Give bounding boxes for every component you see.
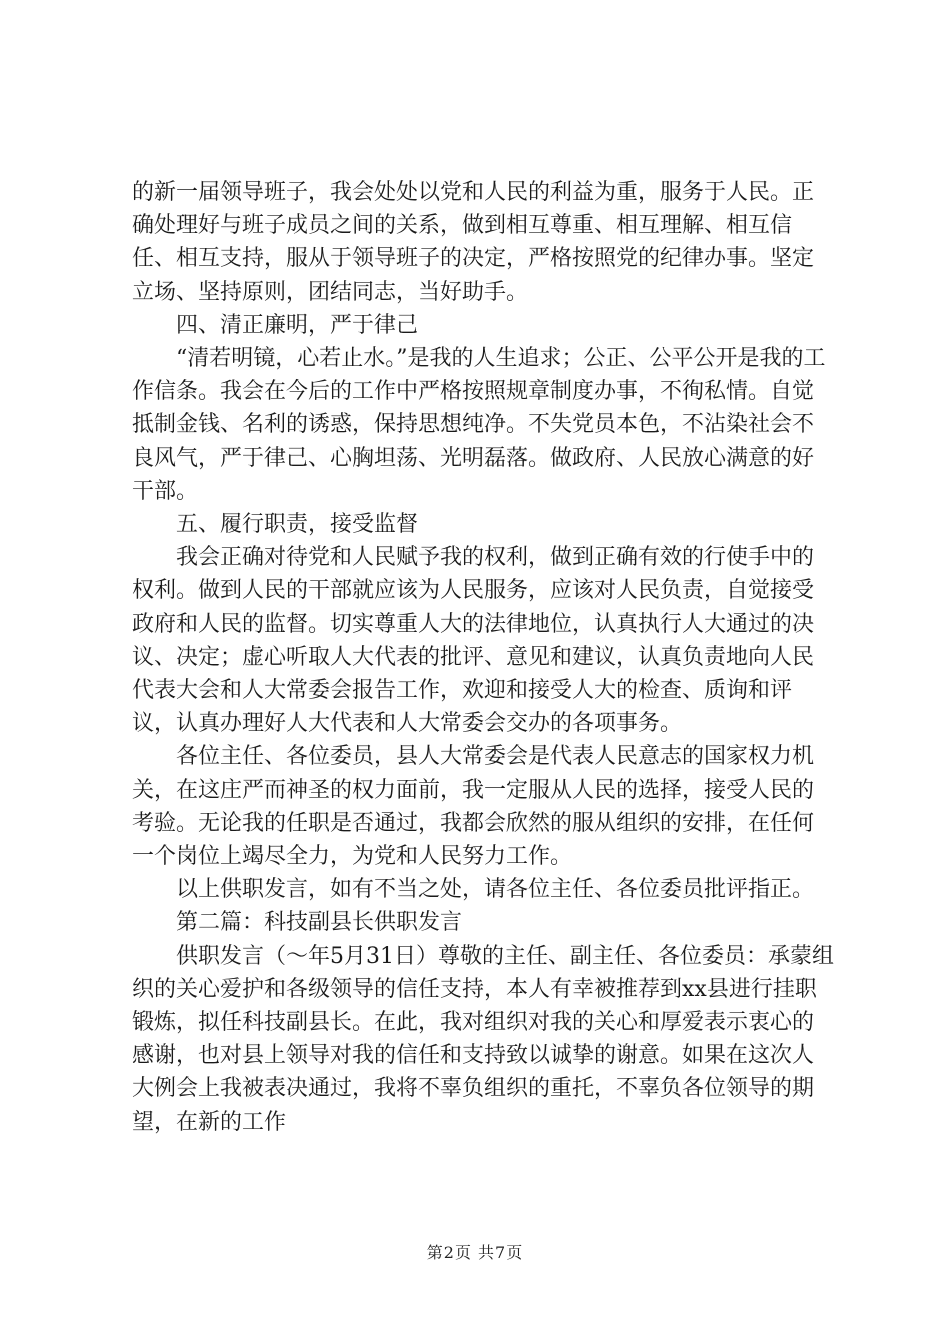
section-heading-4: 四、清正廉明，严于律己 [176, 312, 419, 338]
section-heading-5: 五、履行职责，接受监督 [176, 512, 419, 538]
page-number-footer: 第2页 共7页 [426, 1243, 524, 1262]
document-body [132, 176, 834, 1139]
paragraph-continuation: 的新一届领导班子，我会处处以党和人民的利益为重，服务于人民。正确处理好与班子成员之间的关系，做到相互尊重、相互理解、相互信任、相互支持，服从于领导班子的决定，严格按照党的纪律办事。坚定立场、坚持原则，团结同志，当好助手。 [132, 180, 815, 305]
chapter-heading: 第二篇：科技副县长供职发言 [176, 910, 463, 936]
paragraph: 我会正确对待党和人民赋予我的权利，做到正确有效的行使手中的权利。做到人民的干部就应该为人民服务，应该对人民负责，自觉接受政府和人民的监督。切实尊重人大的法律地位，认真执行人大通过的决议、决定；虚心听取人大代表的批评、意见和建议，认真负责地向人民代表大会和人大常委会报告工作，欢迎和接受人大的检查、质询和评议，认真办理好人大代表和人大常委会交办的各项事务。 [132, 545, 815, 737]
paragraph: 供职发言（～年5月31日）尊敬的主任、副主任、各位委员：承蒙组织的关心爱护和各级领导的信任支持，本人有幸被推荐到xx县进行挂职锻炼，拟任科技副县长。在此，我对组织对我的关心和厚爱表示衷心的感谢，也对县上领导对我的信任和支持致以诚挚的谢意。如果在这次人大例会上我被表决通过，我将不辜负组织的重托，不辜负各位领导的期望，在新的工作 [132, 943, 834, 1135]
paragraph: 各位主任、各位委员，县人大常委会是代表人民意志的国家权力机关，在这庄严而神圣的权力面前，我一定服从人民的选择，接受人民的考验。无论我的任职是否通过，我都会欣然的服从组织的安排，在任何一个岗位上竭尽全力，为党和人民努力工作。 [132, 744, 815, 870]
paragraph: “清若明镜，心若止水。”是我的人生追求；公正、公平公开是我的工作信条。我会在今后的工作中严格按照规章制度办事，不徇私情。自觉抵制金钱、名利的诱惑，保持思想纯净。不失党员本色，不沾染社会不良风气，严于律己、心胸坦荡、光明磊落。做政府、人民放心满意的好干部。 [132, 346, 826, 504]
paragraph: 以上供职发言，如有不当之处，请各位主任、各位委员批评指正。 [176, 877, 815, 903]
